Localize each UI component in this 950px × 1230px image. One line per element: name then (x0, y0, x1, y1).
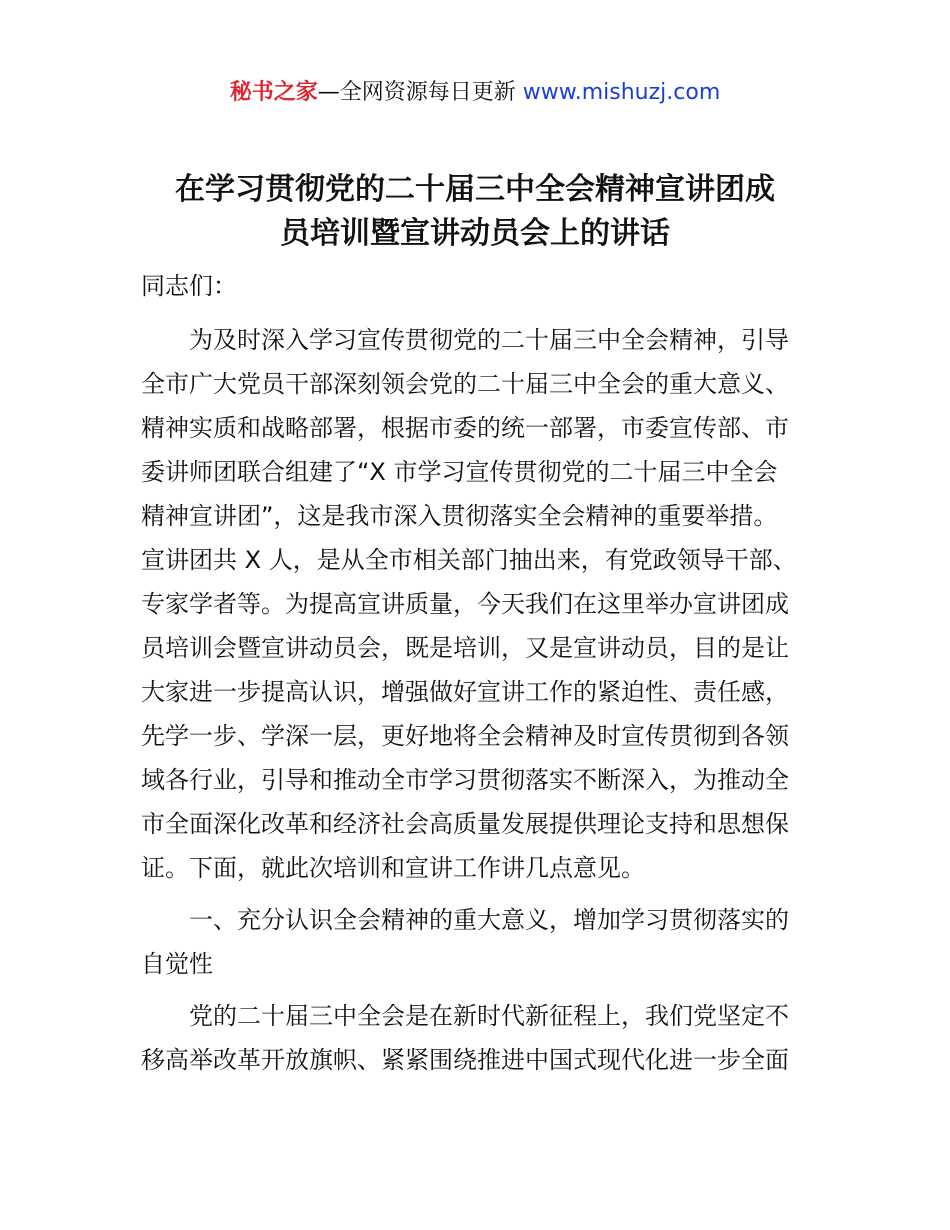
title-line: 员培训暨宣讲动员会上的讲话 (280, 216, 670, 251)
paragraph-line: 专家学者等。为提高宣讲质量，今天我们在这里举办宣讲团成 (141, 590, 789, 618)
paragraph-intro (141, 318, 821, 890)
paragraph-line: 全市广大党员干部深刻领会党的二十届三中全会的重大意义、 (141, 370, 789, 398)
paragraph-line: 精神宣讲团”，这是我市深入贯彻落实全会精神的重要举措。 (141, 502, 778, 530)
salutation: 同志们： (141, 272, 237, 300)
paragraph-line: 市全面深化改革和经济社会高质量发展提供理论支持和思想保 (141, 810, 789, 838)
paragraph-line: 员培训会暨宣讲动员会，既是培训，又是宣讲动员，目的是让 (141, 634, 789, 662)
paragraph-line: 为及时深入学习宣传贯彻党的二十届三中全会精神，引导 (141, 326, 789, 354)
paragraph-section1 (141, 994, 821, 1082)
paragraph-line: 移高举改革开放旗帜、紧紧围绕推进中国式现代化进一步全面 (141, 1046, 789, 1074)
paragraph-line: 先学一步、学深一层，更好地将全会精神及时宣传贯彻到各领 (141, 722, 789, 750)
title-line: 在学习贯彻党的二十届三中全会精神宣讲团成 (175, 172, 775, 207)
paragraph-line: 域各行业，引导和推动全市学习贯彻落实不断深入，为推动全 (141, 766, 789, 794)
site-header (0, 78, 950, 108)
paragraph-line: 党的二十届三中全会是在新时代新征程上，我们党坚定不 (141, 1002, 789, 1030)
site-brand: 秘书之家 (229, 80, 318, 105)
heading-line: 一、充分认识全会精神的重大意义，增加学习贯彻落实的 (141, 906, 789, 934)
section-heading (141, 898, 821, 986)
heading-line: 自觉性 (141, 950, 213, 978)
document-title (100, 168, 850, 256)
paragraph-line: 精神实质和战略部署，根据市委的统一部署，市委宣传部、市 (141, 414, 789, 442)
site-url-link[interactable]: www.mishuzj.com (522, 80, 721, 105)
paragraph-line: 证。下面，就此次培训和宣讲工作讲几点意见。 (141, 854, 645, 882)
paragraph-line: 大家进一步提高认识，增强做好宣讲工作的紧迫性、责任感， (141, 678, 789, 706)
paragraph-line: 委讲师团联合组建了“X 市学习宣传贯彻党的二十届三中全会 (141, 458, 778, 486)
paragraph-line: 宣讲团共 X 人，是从全市相关部门抽出来，有党政领导干部、 (141, 546, 797, 574)
site-tagline: —全网资源每日更新 (317, 80, 523, 105)
document-body (141, 264, 821, 1082)
